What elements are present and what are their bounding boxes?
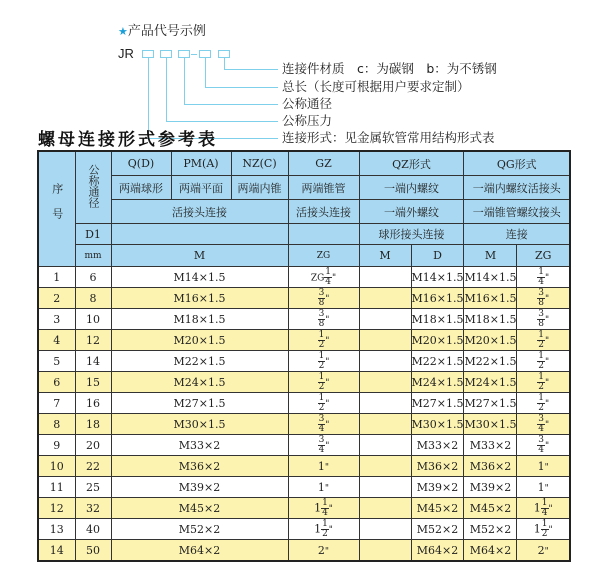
inch-mark: " (545, 357, 550, 367)
numerator: 3 (538, 413, 545, 424)
qg-zg-thread (517, 498, 570, 519)
inch-mark: " (324, 462, 330, 473)
label-nominal-pressure: 公称压力 (282, 113, 333, 128)
leader-line (166, 58, 167, 121)
qz-m-blank (359, 288, 411, 309)
numerator: 1 (538, 350, 545, 361)
qg-m-thread: M64×2 (464, 540, 517, 562)
qg-zg-thread (517, 309, 570, 330)
header-qg-zg: ZG (517, 245, 570, 267)
nominal-diameter: 6 (75, 267, 111, 288)
inch-mark: " (325, 441, 330, 451)
code-box (199, 50, 211, 58)
inch-mark: " (325, 399, 330, 409)
header-nominal-text: 公称通径 (87, 164, 100, 208)
table-row (38, 540, 570, 562)
denominator: 4 (538, 276, 545, 287)
qg-zg-thread (517, 393, 570, 414)
qg-m-thread: M22×1.5 (464, 351, 517, 372)
table-row (38, 288, 570, 309)
code-box (178, 50, 190, 58)
table-row (38, 498, 570, 519)
qg-zg-thread (517, 477, 570, 498)
whole-part: 1 (533, 501, 541, 514)
fraction (537, 331, 545, 350)
gz-zg-thread (288, 330, 359, 351)
header-seq-text: 序号 (50, 182, 64, 233)
qg-desc: 一端内螺纹活接头 (464, 176, 570, 200)
denominator: 8 (318, 318, 325, 329)
header-q: Q(D) (111, 151, 171, 176)
example-title (118, 20, 206, 39)
qg-zg-thread (517, 288, 570, 309)
m-thread: M27×1.5 (111, 393, 288, 414)
qz-m-blank (359, 372, 411, 393)
numerator: 3 (318, 287, 325, 298)
qz-m-blank (359, 540, 411, 562)
qg-connection-2: 连接 (464, 224, 570, 245)
qg-m-thread: M24×1.5 (464, 372, 517, 393)
row-number: 3 (38, 309, 75, 330)
qz-d-thread: M64×2 (411, 540, 464, 562)
denominator: 2 (318, 402, 325, 413)
whole-part: 1 (317, 480, 325, 494)
qg-zg-thread (517, 540, 570, 562)
row-number: 7 (38, 393, 75, 414)
example-title-text: 产品代号示例 (127, 24, 206, 39)
nominal-diameter: 20 (75, 435, 111, 456)
code-box (218, 50, 230, 58)
m-thread: M64×2 (111, 540, 288, 562)
fraction (537, 436, 545, 455)
header-seq (38, 151, 75, 267)
numerator: 3 (538, 308, 545, 319)
gz-zg-thread (288, 498, 359, 519)
qg-zg-thread (517, 435, 570, 456)
qg-m-thread: M45×2 (464, 498, 517, 519)
qg-zg-thread (517, 351, 570, 372)
whole-part: 2 (537, 543, 545, 557)
inch-mark: " (325, 357, 330, 367)
header-qg-m: M (464, 245, 517, 267)
denominator: 2 (541, 528, 548, 539)
header-qz-m: M (359, 245, 411, 267)
gz-zg-thread (288, 351, 359, 372)
label-nominal-diameter: 公称通径 (282, 96, 333, 111)
inch-mark: " (325, 294, 330, 304)
fraction (321, 520, 329, 539)
nominal-diameter: 14 (75, 351, 111, 372)
denominator: 4 (322, 507, 328, 518)
qz-connection: 一端外螺纹 (359, 200, 464, 224)
gz-zg-thread (288, 309, 359, 330)
header-qz: QZ形式 (359, 151, 464, 176)
numerator: 1 (322, 497, 328, 508)
denominator: 2 (538, 360, 545, 371)
numerator: 1 (322, 518, 328, 529)
fraction (537, 352, 545, 371)
denominator: 4 (318, 444, 325, 455)
leader-line (166, 121, 278, 122)
nominal-diameter: 18 (75, 414, 111, 435)
nominal-diameter: 40 (75, 519, 111, 540)
row-number: 4 (38, 330, 75, 351)
qz-d-thread: M16×1.5 (411, 288, 464, 309)
qg-m-thread: M52×2 (464, 519, 517, 540)
gz-zg-thread (288, 456, 359, 477)
qz-m-blank (359, 267, 411, 288)
whole-part: 1 (314, 501, 322, 514)
numerator: 1 (541, 497, 548, 508)
header-qz-d: D (411, 245, 464, 267)
gz-zg-thread (288, 477, 359, 498)
table-row (38, 519, 570, 540)
denominator: 4 (318, 423, 325, 434)
nominal-diameter: 15 (75, 372, 111, 393)
m-thread: M30×1.5 (111, 414, 288, 435)
gz-zg-thread (288, 267, 359, 288)
numerator: 3 (318, 308, 325, 319)
code-box (142, 50, 154, 58)
m-thread: M22×1.5 (111, 351, 288, 372)
denominator: 2 (318, 360, 325, 371)
numerator: 1 (318, 329, 325, 340)
inch-mark: " (544, 483, 549, 494)
qg-m-thread: M18×1.5 (464, 309, 517, 330)
qz-m-blank (359, 519, 411, 540)
qg-m-thread: M20×1.5 (464, 330, 517, 351)
label-material: 连接件材质 c：为碳钢 b：为不锈钢 (282, 61, 497, 76)
qg-m-thread: M16×1.5 (464, 288, 517, 309)
denominator: 8 (538, 297, 545, 308)
qg-m-thread: M33×2 (464, 435, 517, 456)
header-nominal (75, 151, 111, 224)
row-number: 12 (38, 498, 75, 519)
fraction (537, 310, 545, 329)
gz-zg-thread (288, 519, 359, 540)
qz-d-thread: M30×1.5 (411, 414, 464, 435)
inch-mark: " (545, 315, 550, 325)
row-number: 5 (38, 351, 75, 372)
denominator: 8 (538, 318, 545, 329)
qz-d-thread: M14×1.5 (411, 267, 464, 288)
numerator: 1 (538, 329, 545, 340)
qz-d-thread: M18×1.5 (411, 309, 464, 330)
leader-line (224, 58, 225, 69)
nominal-diameter: 32 (75, 498, 111, 519)
inch-mark: " (325, 378, 330, 388)
m-thread: M16×1.5 (111, 288, 288, 309)
qg-zg-thread (517, 519, 570, 540)
header-m: M (111, 245, 288, 267)
inch-mark: " (545, 420, 550, 430)
inch-mark: " (328, 504, 333, 514)
nominal-diameter: 10 (75, 309, 111, 330)
whole-part: 1 (537, 480, 545, 494)
m-thread: M39×2 (111, 477, 288, 498)
qz-m-blank (359, 393, 411, 414)
denominator: 4 (538, 423, 545, 434)
qz-m-blank (359, 414, 411, 435)
qg-zg-thread (517, 267, 570, 288)
nut-connection-table (37, 150, 571, 562)
gz-desc: 两端锥管 (288, 176, 359, 200)
m-thread: M52×2 (111, 519, 288, 540)
star-icon: ★ (118, 25, 128, 38)
inch-mark: " (548, 504, 553, 514)
denominator: 2 (538, 339, 545, 350)
header-d1: D1 (75, 224, 111, 245)
row-number: 1 (38, 267, 75, 288)
label-connection-type: 连接形式：见金属软管常用结构形式表 (282, 130, 495, 145)
header-nz: NZ(C) (231, 151, 288, 176)
nominal-diameter: 8 (75, 288, 111, 309)
m-thread: M24×1.5 (111, 372, 288, 393)
whole-part: 1 (314, 522, 322, 535)
denominator: 4 (538, 444, 545, 455)
row-number: 10 (38, 456, 75, 477)
numerator: 1 (318, 392, 325, 403)
qg-m-thread: M27×1.5 (464, 393, 517, 414)
gz-zg-thread (288, 435, 359, 456)
whole-part: 1 (537, 459, 545, 473)
gz-zg-thread (288, 393, 359, 414)
whole-part: 2 (317, 543, 325, 557)
gz-zg-thread (288, 540, 359, 562)
blank (111, 224, 288, 245)
numerator: 3 (538, 434, 545, 445)
fraction (537, 289, 545, 308)
inch-mark: " (325, 420, 330, 430)
denominator: 2 (322, 528, 328, 539)
inch-mark: " (545, 273, 550, 283)
table-title: 螺母连接形式参考表 (38, 130, 218, 150)
qg-m-thread: M30×1.5 (464, 414, 517, 435)
denominator: 2 (538, 402, 545, 413)
inch-mark: " (325, 336, 330, 346)
inch-mark: " (332, 273, 337, 283)
qz-connection-2: 球形接头连接 (359, 224, 464, 245)
inch-mark: " (545, 399, 550, 409)
gz-zg-thread (288, 288, 359, 309)
qz-d-thread: M33×2 (411, 435, 464, 456)
qg-zg-thread (517, 330, 570, 351)
row-number: 13 (38, 519, 75, 540)
pm-desc: 两端平面 (171, 176, 231, 200)
denominator: 2 (538, 381, 545, 392)
fraction (537, 415, 545, 434)
header-pm: PM(A) (171, 151, 231, 176)
qg-m-thread: M39×2 (464, 477, 517, 498)
header-gz: GZ (288, 151, 359, 176)
qg-zg-thread (517, 414, 570, 435)
nominal-diameter: 16 (75, 393, 111, 414)
header-mm: mm (75, 245, 111, 267)
leader-line (205, 87, 278, 88)
numerator: 1 (325, 266, 332, 277)
leader-line (184, 58, 185, 104)
leader-line (205, 58, 206, 87)
table-row (38, 267, 570, 288)
qz-d-thread: M39×2 (411, 477, 464, 498)
qg-zg-thread (517, 456, 570, 477)
leader-line (184, 104, 278, 105)
numerator: 3 (318, 413, 325, 424)
qz-d-thread: M36×2 (411, 456, 464, 477)
fraction (537, 373, 545, 392)
inch-mark: " (328, 525, 333, 535)
inch-mark: " (545, 441, 550, 451)
fraction (537, 394, 545, 413)
whole-part: 1 (533, 522, 541, 535)
fraction (537, 268, 545, 287)
fraction (324, 268, 332, 287)
union-connection: 活接头连接 (111, 200, 288, 224)
q-desc: 两端球形 (111, 176, 171, 200)
row-number: 14 (38, 540, 75, 562)
qz-d-thread: M24×1.5 (411, 372, 464, 393)
table-row (38, 393, 570, 414)
code-box (160, 50, 172, 58)
table-row (38, 435, 570, 456)
fraction (321, 499, 329, 518)
qg-zg-thread (517, 372, 570, 393)
row-number: 6 (38, 372, 75, 393)
m-thread: M14×1.5 (111, 267, 288, 288)
inch-mark: " (545, 378, 550, 388)
nominal-diameter: 22 (75, 456, 111, 477)
row-number: 9 (38, 435, 75, 456)
code-dash (191, 54, 197, 55)
table-row (38, 309, 570, 330)
row-number: 11 (38, 477, 75, 498)
denominator: 2 (318, 381, 325, 392)
numerator: 1 (538, 266, 545, 277)
nominal-diameter: 50 (75, 540, 111, 562)
row-number: 2 (38, 288, 75, 309)
qz-m-blank (359, 477, 411, 498)
qg-connection: 一端锥管螺纹接头 (464, 200, 570, 224)
leader-line (224, 69, 278, 70)
gz-zg-thread (288, 414, 359, 435)
qg-m-thread: M36×2 (464, 456, 517, 477)
zg-prefix: ZG (310, 273, 325, 283)
row-number: 8 (38, 414, 75, 435)
qz-d-thread: M22×1.5 (411, 351, 464, 372)
m-thread: M36×2 (111, 456, 288, 477)
inch-mark: " (325, 315, 330, 325)
qz-m-blank (359, 330, 411, 351)
inch-mark: " (324, 546, 330, 557)
numerator: 3 (318, 434, 325, 445)
nz-desc: 两端内锥 (231, 176, 288, 200)
fraction (541, 520, 549, 539)
qz-m-blank (359, 309, 411, 330)
inch-mark: " (324, 483, 330, 494)
qz-m-blank (359, 498, 411, 519)
label-length: 总长（长度可根据用户要求定制） (282, 79, 470, 94)
qz-d-thread: M52×2 (411, 519, 464, 540)
table-row (38, 372, 570, 393)
denominator: 4 (325, 276, 332, 287)
qz-m-blank (359, 456, 411, 477)
qz-d-thread: M45×2 (411, 498, 464, 519)
whole-part: 1 (317, 459, 325, 473)
m-thread: M45×2 (111, 498, 288, 519)
gz-connection: 活接头连接 (288, 200, 359, 224)
numerator: 1 (318, 371, 325, 382)
m-thread: M18×1.5 (111, 309, 288, 330)
inch-mark: " (544, 546, 549, 557)
table-row (38, 330, 570, 351)
qz-desc: 一端内螺纹 (359, 176, 464, 200)
gz-zg-thread (288, 372, 359, 393)
numerator: 1 (541, 518, 548, 529)
qz-d-thread: M27×1.5 (411, 393, 464, 414)
inch-mark: " (545, 294, 550, 304)
denominator: 2 (318, 339, 325, 350)
table-row (38, 477, 570, 498)
qz-d-thread: M20×1.5 (411, 330, 464, 351)
fraction (541, 499, 549, 518)
inch-mark: " (545, 336, 550, 346)
numerator: 1 (538, 392, 545, 403)
inch-mark: " (544, 462, 549, 473)
header-qg: QG形式 (464, 151, 570, 176)
numerator: 3 (538, 287, 545, 298)
m-thread: M20×1.5 (111, 330, 288, 351)
table-row (38, 414, 570, 435)
inch-mark: " (548, 525, 553, 535)
m-thread: M33×2 (111, 435, 288, 456)
code-prefix: JR (118, 46, 134, 61)
header-zg: ZG (288, 245, 359, 267)
blank (288, 224, 359, 245)
numerator: 1 (538, 371, 545, 382)
table-row (38, 456, 570, 477)
qz-m-blank (359, 435, 411, 456)
nominal-diameter: 25 (75, 477, 111, 498)
table-row (38, 351, 570, 372)
denominator: 4 (541, 507, 548, 518)
denominator: 8 (318, 297, 325, 308)
nominal-diameter: 12 (75, 330, 111, 351)
qz-m-blank (359, 351, 411, 372)
numerator: 1 (318, 350, 325, 361)
qg-m-thread: M14×1.5 (464, 267, 517, 288)
